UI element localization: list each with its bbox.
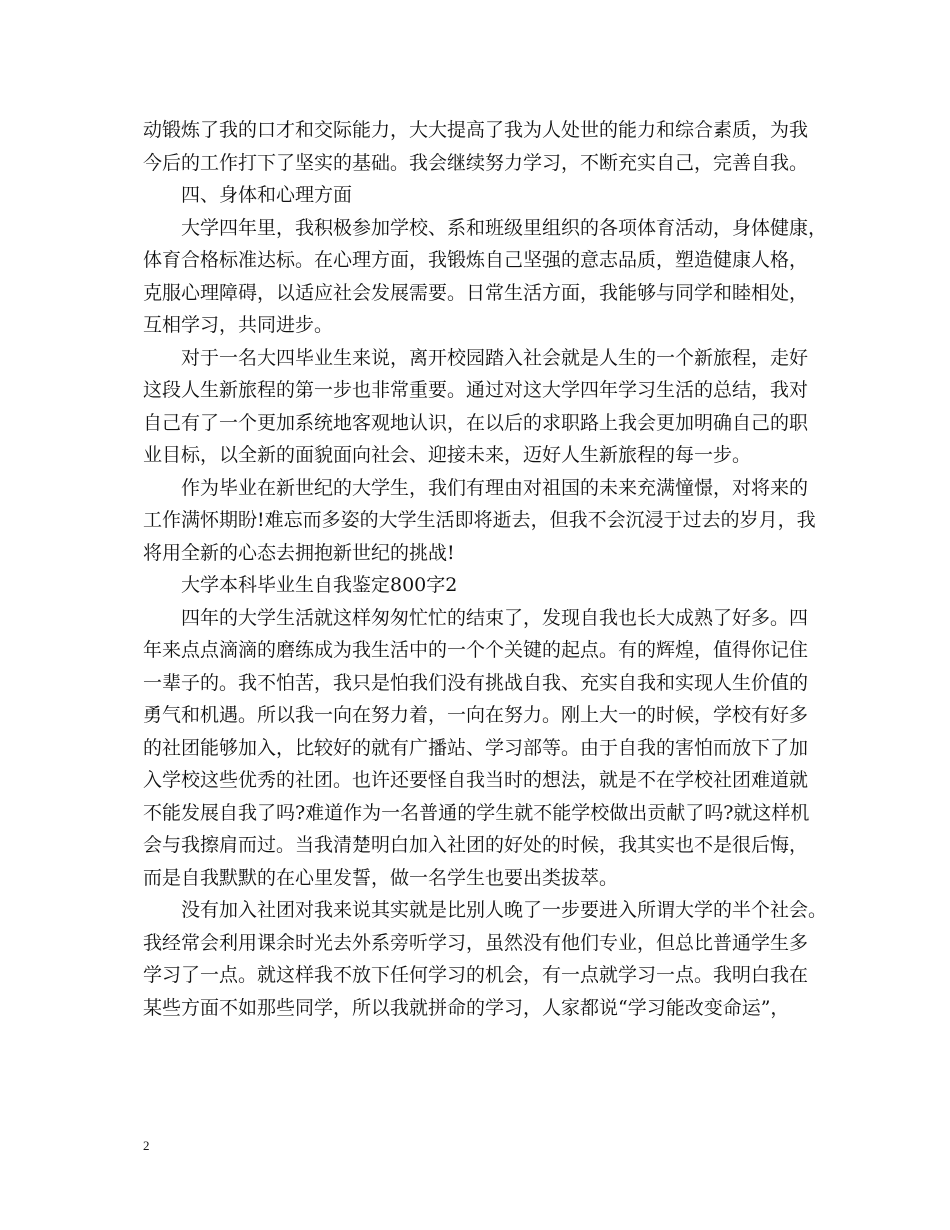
text-line: 会与我擦肩而过。当我清楚明白加入社团的好处的时候，我其实也不是很后悔，	[143, 834, 809, 856]
text-line: 大学四年里，我积极参加学校、系和班级里组织的各项体育活动，身体健康，	[181, 216, 828, 239]
text-line: 而是自我默默的在心里发誓，做一名学生也要出类拔萃。	[143, 866, 619, 889]
text-line: 作为毕业在新世纪的大学生，我们有理由对祖国的未来充满憧憬，对将来的	[181, 476, 809, 499]
text-line: 的社团能够加入，比较好的就有广播站、学习部等。由于自我的害怕而放下了加	[143, 736, 809, 759]
text-line: 对于一名大四毕业生来说，离开校园踏入社会就是人生的一个新旅程，走好	[181, 346, 809, 369]
text-line: 某些方面不如那些同学，所以我就拼命的学习，人家都说“学习能改变命运”，	[143, 996, 790, 1019]
text-line: 不能发展自我了吗?难道作为一名普通的学生就不能学校做出贡献了吗?就这样机	[143, 801, 810, 824]
text-line: 将用全新的心态去拥抱新世纪的挑战!	[143, 541, 455, 564]
text-line: 今后的工作打下了坚实的基础。我会继续努力学习，不断充实自己，完善自我。	[143, 151, 809, 174]
text-line: 这段人生新旅程的第一步也非常重要。通过对这大学四年学习生活的总结，我对	[143, 379, 809, 401]
text-line: 我经常会利用课余时光去外系旁听学习，虽然没有他们专业，但总比普通学生多	[143, 931, 809, 954]
text-line: 工作满怀期盼!难忘而多姿的大学生活即将逝去，但我不会沉浸于过去的岁月，我	[143, 509, 816, 531]
text-line: 勇气和机遇。所以我一向在努力着，一向在努力。刚上大一的时候，学校有好多	[143, 704, 809, 726]
text-line: 大学本科毕业生自我鉴定800字2	[181, 574, 458, 596]
text-line: 学习了一点。就这样我不放下任何学习的机会，有一点就学习一点。我明白我在	[143, 964, 809, 986]
text-line: 自己有了一个更加系统地客观地认识，在以后的求职路上我会更加明确自己的职	[143, 411, 809, 434]
document-body	[143, 114, 828, 1024]
text-line: 年来点点滴滴的磨练成为我生活中的一个个关键的起点。有的辉煌，值得你记住	[143, 639, 809, 661]
text-line: 一辈子的。我不怕苦，我只是怕我们没有挑战自我、充实自我和实现人生价值的	[143, 671, 809, 694]
text-line: 克服心理障碍，以适应社会发展需要。日常生活方面，我能够与同学和睦相处，	[143, 281, 809, 304]
text-line: 没有加入社团对我来说其实就是比别人晚了一步要进入所谓大学的半个社会。	[181, 899, 828, 921]
text-line: 体育合格标准达标。在心理方面，我锻炼自己坚强的意志品质，塑造健康人格，	[143, 249, 809, 271]
text-line: 入学校这些优秀的社团。也许还要怪自我当时的想法，就是不在学校社团难道就	[143, 769, 809, 791]
page-number: 2	[143, 1138, 150, 1153]
text-line: 四、身体和心理方面	[181, 184, 353, 206]
text-line: 四年的大学生活就这样匆匆忙忙的结束了，发现自我也长大成熟了好多。四	[181, 606, 809, 629]
text-line: 互相学习，共同进步。	[143, 314, 334, 336]
text-line: 动锻炼了我的口才和交际能力，大大提高了我为人处世的能力和综合素质，为我	[143, 119, 809, 141]
text-line: 业目标，以全新的面貌面向社会、迎接未来，迈好人生新旅程的每一步。	[143, 444, 752, 466]
